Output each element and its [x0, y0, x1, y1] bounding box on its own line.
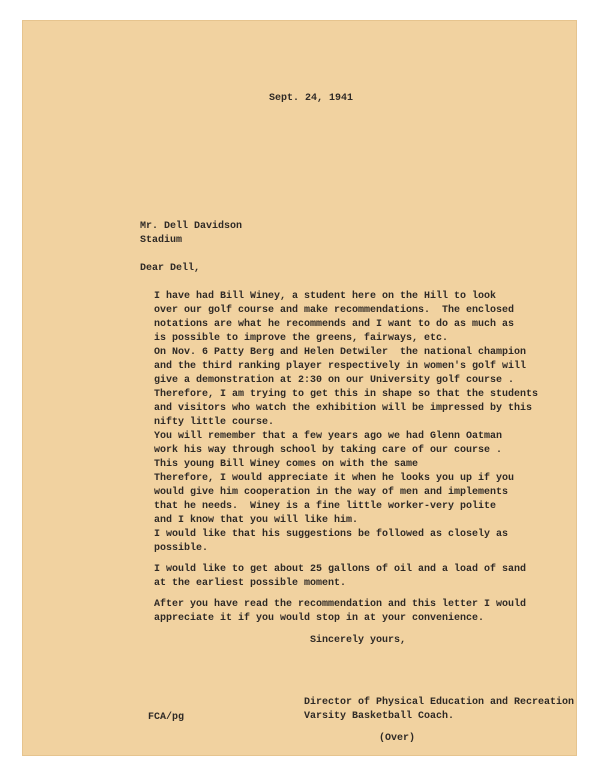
paragraph-line: would give him cooperation in the way of men and implements	[154, 487, 509, 498]
paragraph-line: notations are what he recommends and I want to do as much as	[154, 319, 515, 330]
paragraph-line: You will remember that a few years ago we had Glenn Oatman	[154, 431, 503, 442]
paragraph-line: After you have read the recommendation and this letter I would	[154, 599, 527, 610]
paragraph-line: I would like that his suggestions be followed as closely as	[154, 529, 509, 540]
letter-page	[22, 20, 577, 756]
paragraph-line: and I know that you will like him.	[154, 515, 359, 526]
signature-title-line-2: Varsity Basketball Coach.	[304, 711, 455, 722]
paragraph-1	[154, 290, 554, 346]
paragraph-line: over our golf course and make recommendations. The enclosed	[154, 305, 515, 316]
paragraph-line: possible.	[154, 543, 209, 554]
paragraph-2	[154, 346, 554, 430]
closing: Sincerely yours,	[310, 635, 407, 646]
paragraph-line: On Nov. 6 Patty Berg and Helen Detwiler the national champion	[154, 347, 527, 358]
paragraph-line: I would like to get about 25 gallons of oil and a load of sand	[154, 564, 527, 575]
salutation: Dear Dell,	[140, 263, 201, 274]
paragraph-line: Therefore, I am trying to get this in shape so that the students	[154, 389, 539, 400]
paragraph-6	[154, 598, 554, 626]
typist-initials: FCA/pg	[148, 712, 185, 723]
paragraph-line: that he needs. Winey is a fine little worker-very polite	[154, 501, 497, 512]
paragraph-line: appreciate it if you would stop in at your convenience.	[154, 613, 485, 624]
signature-title-line-1: Director of Physical Education and Recreation	[304, 697, 575, 708]
paragraph-line: is possible to improve the greens, fairways, etc.	[154, 333, 449, 344]
paragraph-line: give a demonstration at 2:30 on our University golf course .	[154, 375, 515, 386]
letter-date: Sept. 24, 1941	[269, 93, 354, 104]
paragraph-3	[154, 430, 554, 528]
paragraph-line: Therefore, I would appreciate it when he looks you up if you	[154, 473, 515, 484]
recipient-location: Stadium	[140, 235, 183, 246]
paragraph-line: work his way through school by taking care of our course .	[154, 445, 503, 456]
paragraph-4	[154, 528, 554, 556]
paragraph-line: This young Bill Winey comes on with the same	[154, 459, 419, 470]
over-note: (Over)	[379, 733, 416, 744]
paragraph-line: and the third ranking player respectively in women's golf will	[154, 361, 527, 372]
paragraph-line: I have had Bill Winey, a student here on the Hill to look	[154, 291, 497, 302]
paragraph-line: at the earliest possible moment.	[154, 578, 347, 589]
recipient-name: Mr. Dell Davidson	[140, 221, 243, 232]
paragraph-5	[154, 563, 554, 591]
paragraph-line: nifty little course.	[154, 417, 275, 428]
paragraph-line: and visitors who watch the exhibition will be impressed by this	[154, 403, 533, 414]
